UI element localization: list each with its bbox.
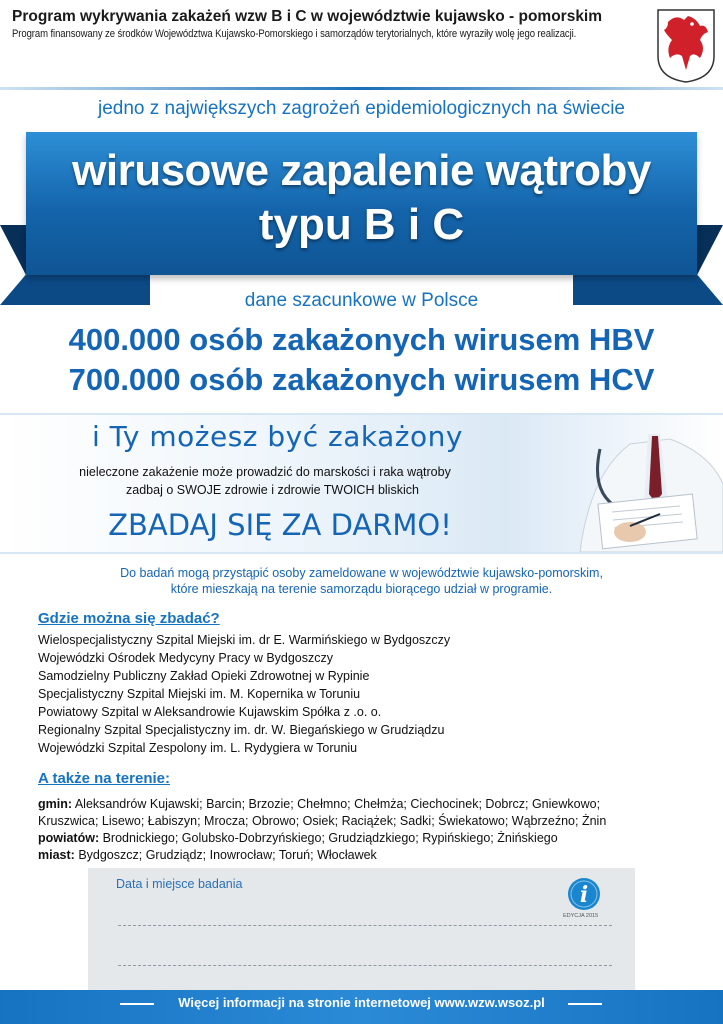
date-line-1[interactable] (118, 925, 612, 926)
where-heading: Gdzie można się zbadać? (38, 610, 220, 627)
main-headline-line1: wirusowe zapalenie wątroby (72, 146, 651, 195)
gmin-label: gmin: (38, 797, 73, 811)
list-item: Regionalny Szpital Specjalistyczny im. dr. W. Biegańskiego w Grudziądzu (38, 723, 445, 737)
gmin-line1 (38, 796, 600, 813)
tagline: jedno z największych zagrożeń epidemiologicznych na świecie (98, 98, 625, 119)
also-heading: A także na terenie: (38, 770, 170, 787)
powiatow-list: Brodnickiego; Golubsko-Dobrzyńskiego; Grudziądzkiego; Rypińskiego; Żnińskiego (102, 831, 558, 845)
edition-label: EDYCJA 2015 (563, 913, 599, 919)
powiatow-label: powiatów: (38, 831, 100, 845)
eligibility-line1: Do badań mogą przystąpić osoby zameldowane w województwie kujawsko-pomorskim, (120, 566, 603, 580)
exam-date-label: Data i miejsce badania (116, 877, 243, 891)
header-divider (0, 87, 723, 90)
miast-list: Bydgoszcz; Grudziądz; Inowrocław; Toruń; Włocławek (78, 848, 377, 862)
gmin-line2: Kruszwica; Lisewo; Łabiszyn; Mrocza; Obrowo; Osiek; Raciążek; Sadki; Świekatowo; Wąbrzeźno; Żnin (38, 814, 607, 828)
list-item: Wojewódzki Ośrodek Medycyny Pracy w Bydgoszczy (38, 651, 334, 665)
miast-label: miast: (38, 848, 75, 862)
hbv-estimate: 400.000 osób zakażonych wirusem HBV (68, 322, 655, 357)
main-headline-line2: typu B i C (258, 200, 465, 249)
estimates-label: dane szacunkowe w Polsce (244, 290, 479, 311)
band-bottom-border (0, 552, 723, 554)
miast-line (38, 847, 377, 864)
regional-coat-of-arms-icon (656, 8, 716, 84)
info-icon (567, 877, 601, 911)
date-line-2[interactable] (118, 965, 612, 966)
hospital-list (38, 631, 450, 757)
doctor-with-clipboard-icon (560, 414, 723, 552)
list-item: Samodzielny Publiczny Zakład Opieki Zdrowotnej w Rypinie (38, 669, 370, 683)
call-to-action: ZBADAJ SIĘ ZA DARMO! (108, 508, 452, 542)
list-item: Wielospecjalistyczny Szpital Miejski im. dr E. Warmińskiego w Bydgoszczy (38, 633, 451, 647)
info-glyph: i (579, 882, 589, 908)
list-item: Wojewódzki Szpital Zespolony im. L. Rydygiera w Toruniu (38, 741, 358, 755)
footer-info: Więcej informacji na stronie internetowej www.wzw.wsoz.pl (178, 995, 545, 1010)
warning-line2: zadbaj o SWOJE zdrowie i zdrowie TWOICH bliskich (126, 483, 419, 497)
program-subtitle: Program finansowany ze środków Województwa Kujawsko-Pomorskiego i samorządów terytorialnych, które wyraziły wolę jego realizacji. (12, 28, 577, 40)
hcv-estimate: 700.000 osób zakażonych wirusem HCV (68, 362, 655, 397)
warning-line1: nieleczone zakażenie może prowadzić do marskości i raka wątroby (79, 465, 451, 479)
program-title: Program wykrywania zakażeń wzw B i C w województwie kujawsko - pomorskim (12, 8, 603, 25)
list-item: Specjalistyczny Szpital Miejski im. M. Kopernika w Toruniu (38, 687, 361, 701)
list-item: Powiatowy Szpital w Aleksandrowie Kujawskim Spółka z .o. o. (38, 705, 382, 719)
eligibility-line2: które mieszkają na terenie samorządu biorącego udział w programie. (170, 582, 553, 596)
gmin-list-1: Aleksandrów Kujawski; Barcin; Brzozie; Chełmno; Chełmża; Ciechocinek; Dobrcz; Gniewkowo; (74, 797, 601, 811)
powiatow-line (38, 830, 558, 847)
band-headline: i Ty możesz być zakażony (92, 420, 463, 453)
